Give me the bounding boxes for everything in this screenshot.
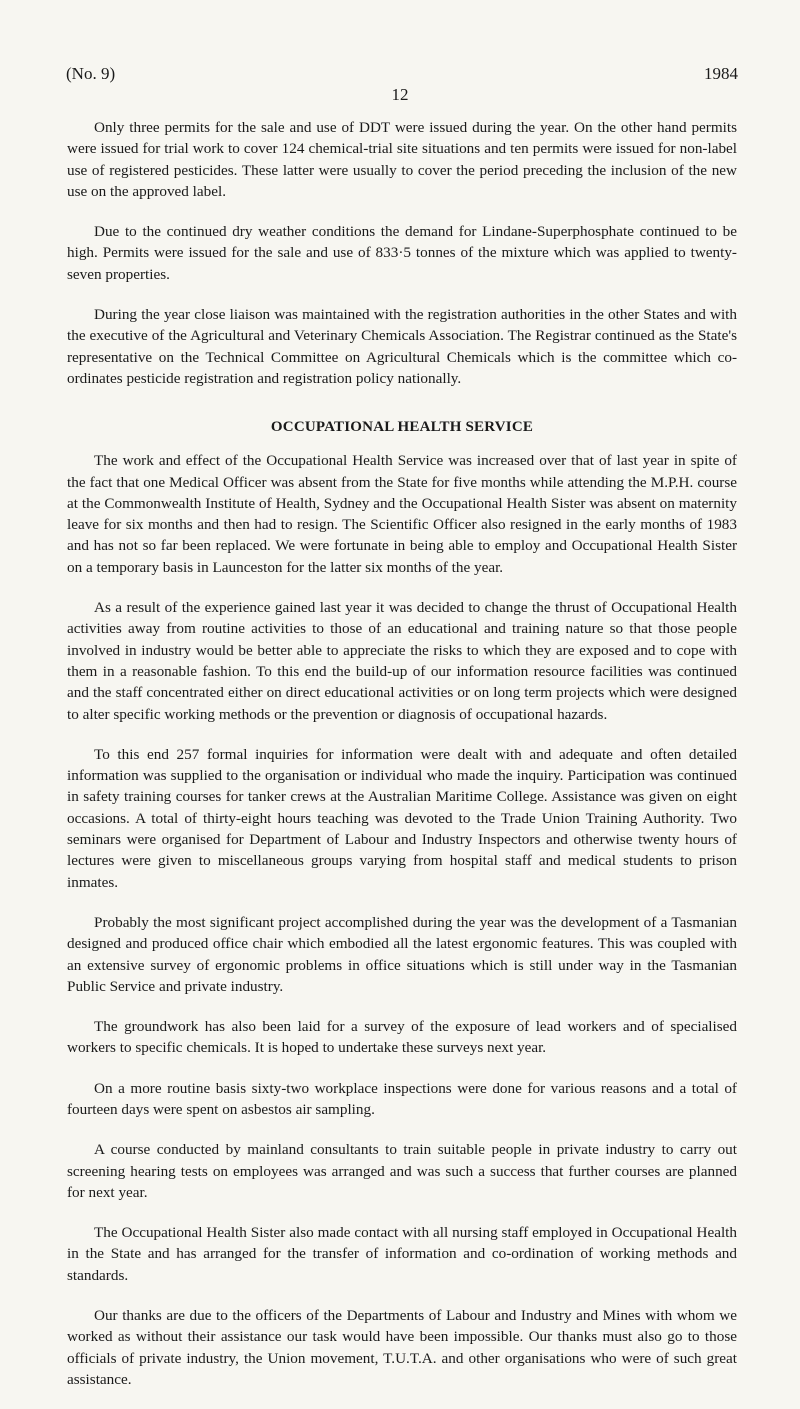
paragraph-lindane: Due to the continued dry weather conditions the demand for Lindane-Superphosphate continued to be high. Permits were issued for the sale and use of 833·5 tonnes of the mixture which was applied to twenty-seven properties. — [67, 223, 737, 283]
paragraph-office-chair: Probably the most significant project accomplished during the year was the development of a Tasmanian designed and produced office chair which embodied all the latest ergonomic features. This was coupled with an extensive survey of ergonomic problems in office situations which is still under way in the Tasmanian Public Service and private industry. — [67, 913, 737, 995]
paragraph-inquiries: To this end 257 formal inquiries for information were dealt with and adequate and often detailed information was supplied to the organisation or individual who made the inquiry. Participation was continued in safety training courses for tanker crews at the Australian Maritime College. Assistance was given on eight occasions. A total of thirty-eight hours teaching was devoted to the Trade Union Training Authority. Two seminars were organised for Department of Labour and Industry Inspectors and otherwise twenty hours of lectures were given to miscellaneous groups varying from hospital staff and medical students to prison inmates. — [67, 745, 737, 891]
paragraph-liaison: During the year close liaison was maintained with the registration authorities in the other States and with the executive of the Agricultural and Veterinary Chemicals Association. The Registrar continued as the State's representative on the Technical Committee on Agricultural Chemicals which is the committee which co-ordinates pesticide registration and registration policy nationally. — [67, 306, 737, 387]
paragraph-nursing-staff: The Occupational Health Sister also made contact with all nursing staff employed in Occupational Health in the State and has arranged for the transfer of information and co-ordination of working methods and standards. — [67, 1224, 737, 1284]
report-number: (No. 9) — [66, 64, 116, 83]
paragraph-ddt-permits: Only three permits for the sale and use of DDT were issued during the year. On the other hand permits were issued for trial work to cover 124 chemical-trial site situations and ten permits were issued for non-label use of registered pesticides. These latter were usually to cover the period preceding the inclusion of the new use on the approved label. — [67, 119, 737, 200]
paragraph-change-thrust: As a result of the experience gained last year it was decided to change the thrust of Occupational Health activities away from routine activities to those of an educational and training nature so that those people involved in industry would be better able to appreciate the risks to which they are exposed and to cope with them in a reasonable fashion. To this end the build-up of our information resource facilities was continued and the staff concentrated either on direct educational activities or on long term projects which were designed to alter specific working methods or the prevention or diagnosis of occupational hazards. — [67, 599, 737, 723]
document-body — [67, 117, 737, 1409]
report-year: 1984 — [704, 64, 738, 83]
paragraph-groundwork: The groundwork has also been laid for a survey of the exposure of lead workers and of specialised workers to specific chemicals. It is hoped to undertake these surveys next year. — [67, 1018, 737, 1057]
section-heading: OCCUPATIONAL HEALTH SERVICE — [270, 419, 534, 436]
paragraph-inspections: On a more routine basis sixty-two workplace inspections were done for various reasons and a total of fourteen days were spent on asbestos air sampling. — [67, 1079, 737, 1118]
paragraph-hearing-course: A course conducted by mainland consultants to train suitable people in private industry to carry out screening hearing tests on employees was arranged and was such a success that further courses are planned for next year. — [67, 1141, 737, 1201]
paragraph-work-and-effect: The work and effect of the Occupational Health Service was increased over that of last year in spite of the fact that one Medical Officer was absent from the State for five months while attending the M.P.H. course at the Commonwealth Institute of Health, Sydney and the Occupational Health Sister was absent on maternity leave for six months and then had to resign. The Scientific Officer also resigned in the early months of 1983 and has not so far been replaced. We were fortunate in being able to employ and Occupational Health Sister on a temporary basis in Launceston for the latter six months of the year. — [67, 452, 737, 576]
page-number: 12 — [391, 85, 409, 104]
paragraph-thanks: Our thanks are due to the officers of the Departments of Labour and Industry and Mines with whom we worked as without their assistance our task would have been impossible. Our thanks must also go to those officials of private industry, the Union movement, T.U.T.A. and other organisations who were of such great assistance. — [67, 1307, 737, 1388]
